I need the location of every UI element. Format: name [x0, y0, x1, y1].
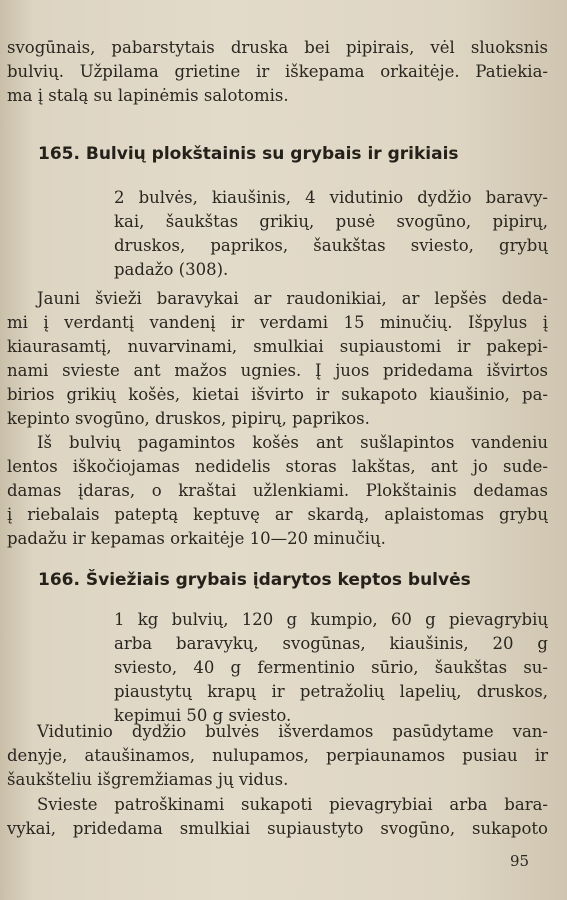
text-line: svogūnais, pabarstytais druska bei pipirais, vėl sluoksnis — [7, 38, 548, 57]
recipe-166-title: 166. Šviežiais grybais įdarytos keptos bulvės — [38, 570, 471, 590]
text-line: birios grikių košės, kietai išvirto ir sukapoto kiaušinio, pa- — [7, 385, 548, 404]
text-line: bulvių. Užpilama grietine ir iškepama orkaitėje. Patiekia- — [7, 62, 548, 81]
text-line: mi į verdantį vandenį ir verdami 15 minučių. Išpylus į — [7, 313, 548, 332]
text-line: Svieste patroškinami sukapoti pievagrybiai arba bara- — [37, 795, 548, 814]
text-line: šaukšteliu išgremžiamas jų vidus. — [7, 770, 289, 789]
ingredient-line: druskos, paprikos, šaukštas sviesto, grybų — [114, 236, 548, 255]
text-line: kepinto svogūno, druskos, pipirų, paprikos. — [7, 409, 370, 428]
text-line: kiaurasamtį, nuvarvinami, smulkiai supiaustomi ir pakepi- — [7, 337, 548, 356]
ingredient-line: kepimui 50 g sviesto. — [114, 706, 292, 725]
page-number: 95 — [510, 852, 530, 870]
ingredient-line: kai, šaukštas grikių, pusė svogūno, pipirų, — [114, 212, 548, 231]
ingredient-line: sviesto, 40 g fermentinio sūrio, šaukštas su- — [114, 658, 548, 677]
ingredient-line: 1 kg bulvių, 120 g kumpio, 60 g pievagrybių — [114, 610, 548, 629]
text-line: ma į stalą su lapinėmis salotomis. — [7, 86, 289, 105]
text-line: Jauni švieži baravykai ar raudonikiai, ar lepšės deda- — [37, 289, 548, 308]
text-line: į riebalais pateptą keptuvę ar skardą, aplaistomas grybų — [7, 505, 548, 524]
text-line: vykai, pridedama smulkiai supiaustyto svogūno, sukapoto — [7, 819, 548, 838]
ingredient-line: padažo (308). — [114, 260, 229, 279]
recipe-165-title: 165. Bulvių plokštainis su grybais ir grikiais — [38, 144, 459, 164]
text-line: denyje, ataušinamos, nulupamos, perpiaunamos pusiau ir — [7, 746, 548, 765]
ingredient-line: arba baravykų, svogūnas, kiaušinis, 20 g — [114, 634, 548, 653]
text-line: lentos iškočiojamas nedidelis storas lakštas, ant jo sude- — [7, 457, 548, 476]
text-line: padažu ir kepamas orkaitėje 10—20 minučių. — [7, 529, 386, 548]
ingredient-line: piaustytų krapų ir petražolių lapelių, druskos, — [114, 682, 548, 701]
text-line: Vidutinio dydžio bulvės išverdamos pasūdytame van- — [37, 722, 548, 741]
ingredient-line: 2 bulvės, kiaušinis, 4 vidutinio dydžio baravy- — [114, 188, 548, 207]
text-line: nami svieste ant mažos ugnies. Į juos pridedama išvirtos — [7, 361, 548, 380]
text-line: damas įdaras, o kraštai užlenkiami. Plokštainis dedamas — [7, 481, 548, 500]
text-line: Iš bulvių pagamintos košės ant sušlapintos vandeniu — [37, 433, 548, 452]
